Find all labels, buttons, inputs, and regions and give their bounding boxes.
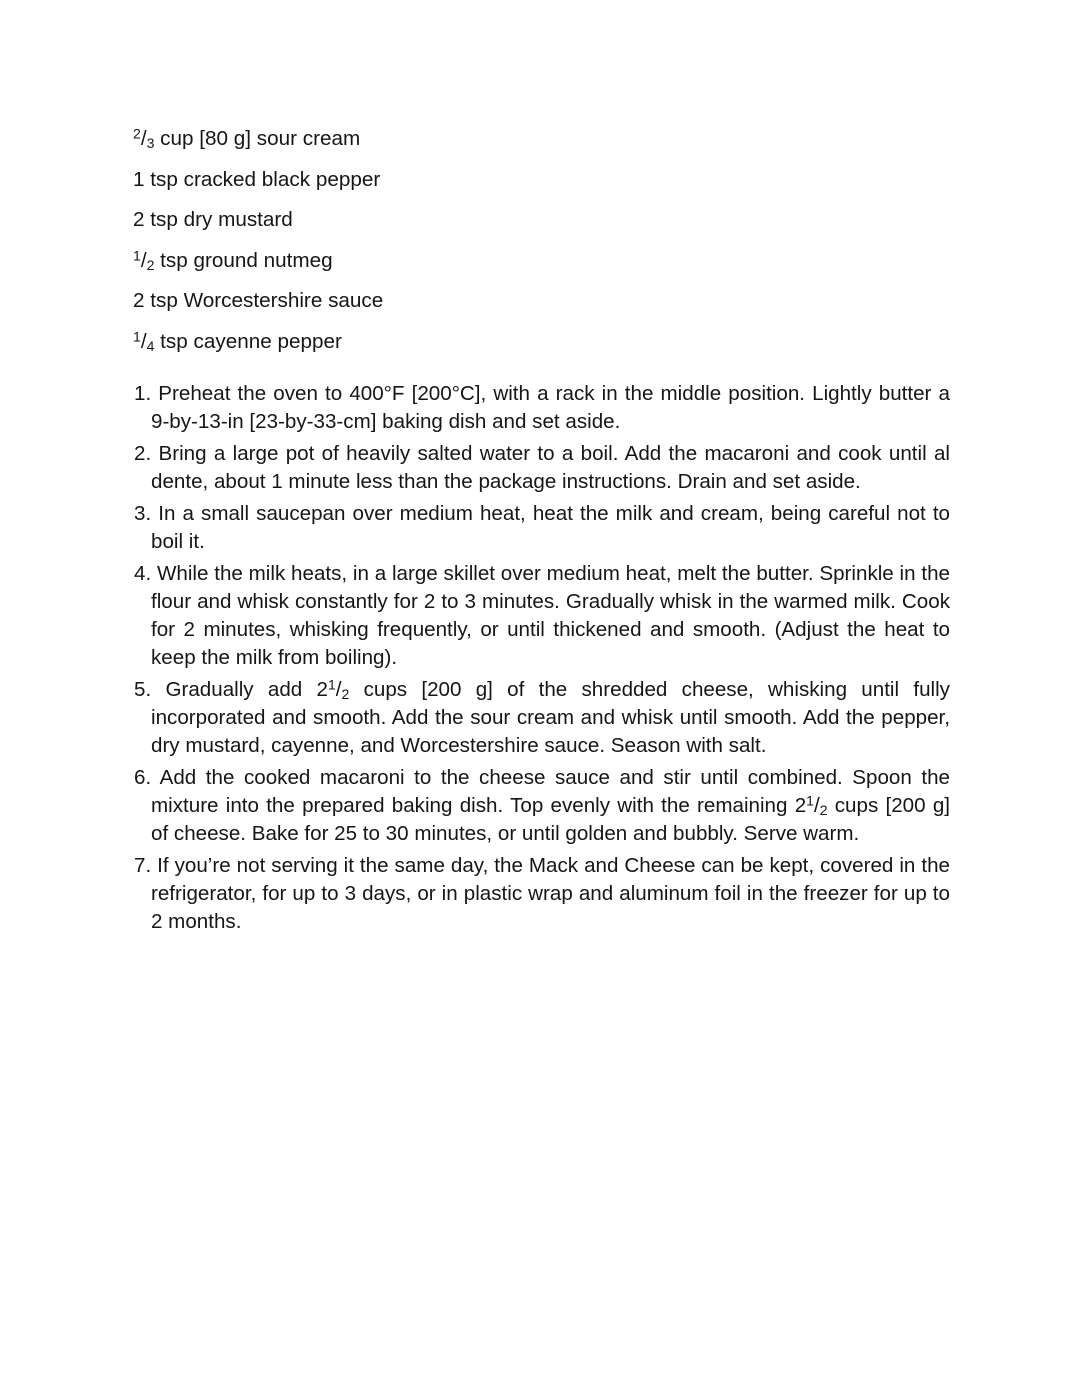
fraction-denominator: 4 (146, 337, 155, 354)
step-number: 4. (134, 562, 152, 585)
ingredient-text: tsp cayenne pepper (154, 329, 342, 353)
step-text-after-fraction: cups [200 g] of the shredded cheese, whisking until fully incorporated and smooth. Add the sour cream and whisk until smooth. Add the pepper, dry mustard, cayenne, and Worcestershire sauce. Season with salt. (151, 678, 950, 757)
step-number: 5. (134, 678, 152, 701)
fraction-slash: / (140, 329, 147, 353)
step-text: While the milk heats, in a large skillet over medium heat, melt the butter. Sprinkle in the flour and whisk constantly for 2 to 3 minutes. Gradually whisk in the warmed milk. Cook for 2 minutes, whisking frequently, or until thickened and smooth. (Adjust the heat to keep the milk from boiling). (151, 562, 950, 669)
step-text: Preheat the oven to 400°F [200°C], with a rack in the middle position. Lightly butter a 9-by-13-in [23-by-33-cm] baking dish and set aside. (151, 382, 950, 433)
ingredient-line (133, 241, 383, 282)
fraction-slash: / (140, 127, 147, 150)
fraction-slash: / (813, 794, 820, 817)
ingredient-text: cup [80 g] sour cream (154, 127, 361, 150)
step-text: Add the cooked macaroni to the cheese sauce and stir until combined. Spoon the mixture into the prepared baking dish. Top evenly with the remaining 2 (151, 766, 951, 817)
step-number: 7. (134, 854, 152, 877)
fraction-denominator: 3 (146, 135, 155, 152)
fraction-numerator: 1 (133, 246, 141, 263)
fraction-numerator: 1 (327, 676, 336, 693)
fraction-denominator: 2 (341, 686, 350, 703)
step-item (134, 440, 950, 496)
step-text-after-fraction: cups [200 g] of cheese. Bake for 25 to 30 minutes, or until golden and bubbly. Serve warm. (151, 794, 950, 845)
step-item (134, 676, 950, 760)
fraction-slash: / (335, 678, 342, 701)
fraction-numerator: 1 (133, 327, 141, 344)
ingredient-list (133, 119, 383, 362)
step-text: Bring a large pot of heavily salted water to a boil. Add the macaroni and cook until al dente, about 1 minute less than the package instructions. Drain and set aside. (151, 442, 950, 493)
ingredient-line (133, 281, 383, 322)
step-item (134, 852, 950, 936)
ingredient-line (133, 322, 383, 363)
step-number: 2. (134, 442, 152, 465)
fraction-denominator: 2 (819, 802, 828, 819)
step-item (134, 380, 950, 436)
step-item (134, 560, 950, 672)
step-text: Gradually add 2 (165, 678, 328, 701)
ingredient-text: 2 tsp dry mustard (133, 208, 293, 231)
step-text: In a small saucepan over medium heat, heat the milk and cream, being careful not to boil it. (151, 502, 950, 553)
step-number: 1. (134, 382, 152, 405)
step-number: 3. (134, 502, 152, 525)
ingredient-text: 1 tsp cracked black pepper (133, 167, 381, 191)
fraction-slash: / (140, 248, 147, 272)
fraction-numerator: 2 (133, 125, 141, 142)
fraction-numerator: 1 (806, 792, 814, 809)
ingredient-line (133, 160, 383, 201)
ingredient-text: 2 tsp Worcestershire sauce (133, 289, 384, 312)
step-number: 6. (134, 766, 152, 789)
ingredient-line (133, 200, 383, 241)
step-item (134, 500, 950, 556)
step-text: If you’re not serving it the same day, the Mack and Cheese can be kept, covered in the refrigerator, for up to 3 days, or in plastic wrap and aluminum foil in the freezer for up to 2 months. (151, 854, 950, 933)
instruction-list (134, 380, 950, 940)
step-item (134, 764, 950, 848)
ingredient-line (133, 119, 383, 160)
ingredient-text: tsp ground nutmeg (154, 248, 333, 272)
fraction-denominator: 2 (146, 256, 155, 273)
